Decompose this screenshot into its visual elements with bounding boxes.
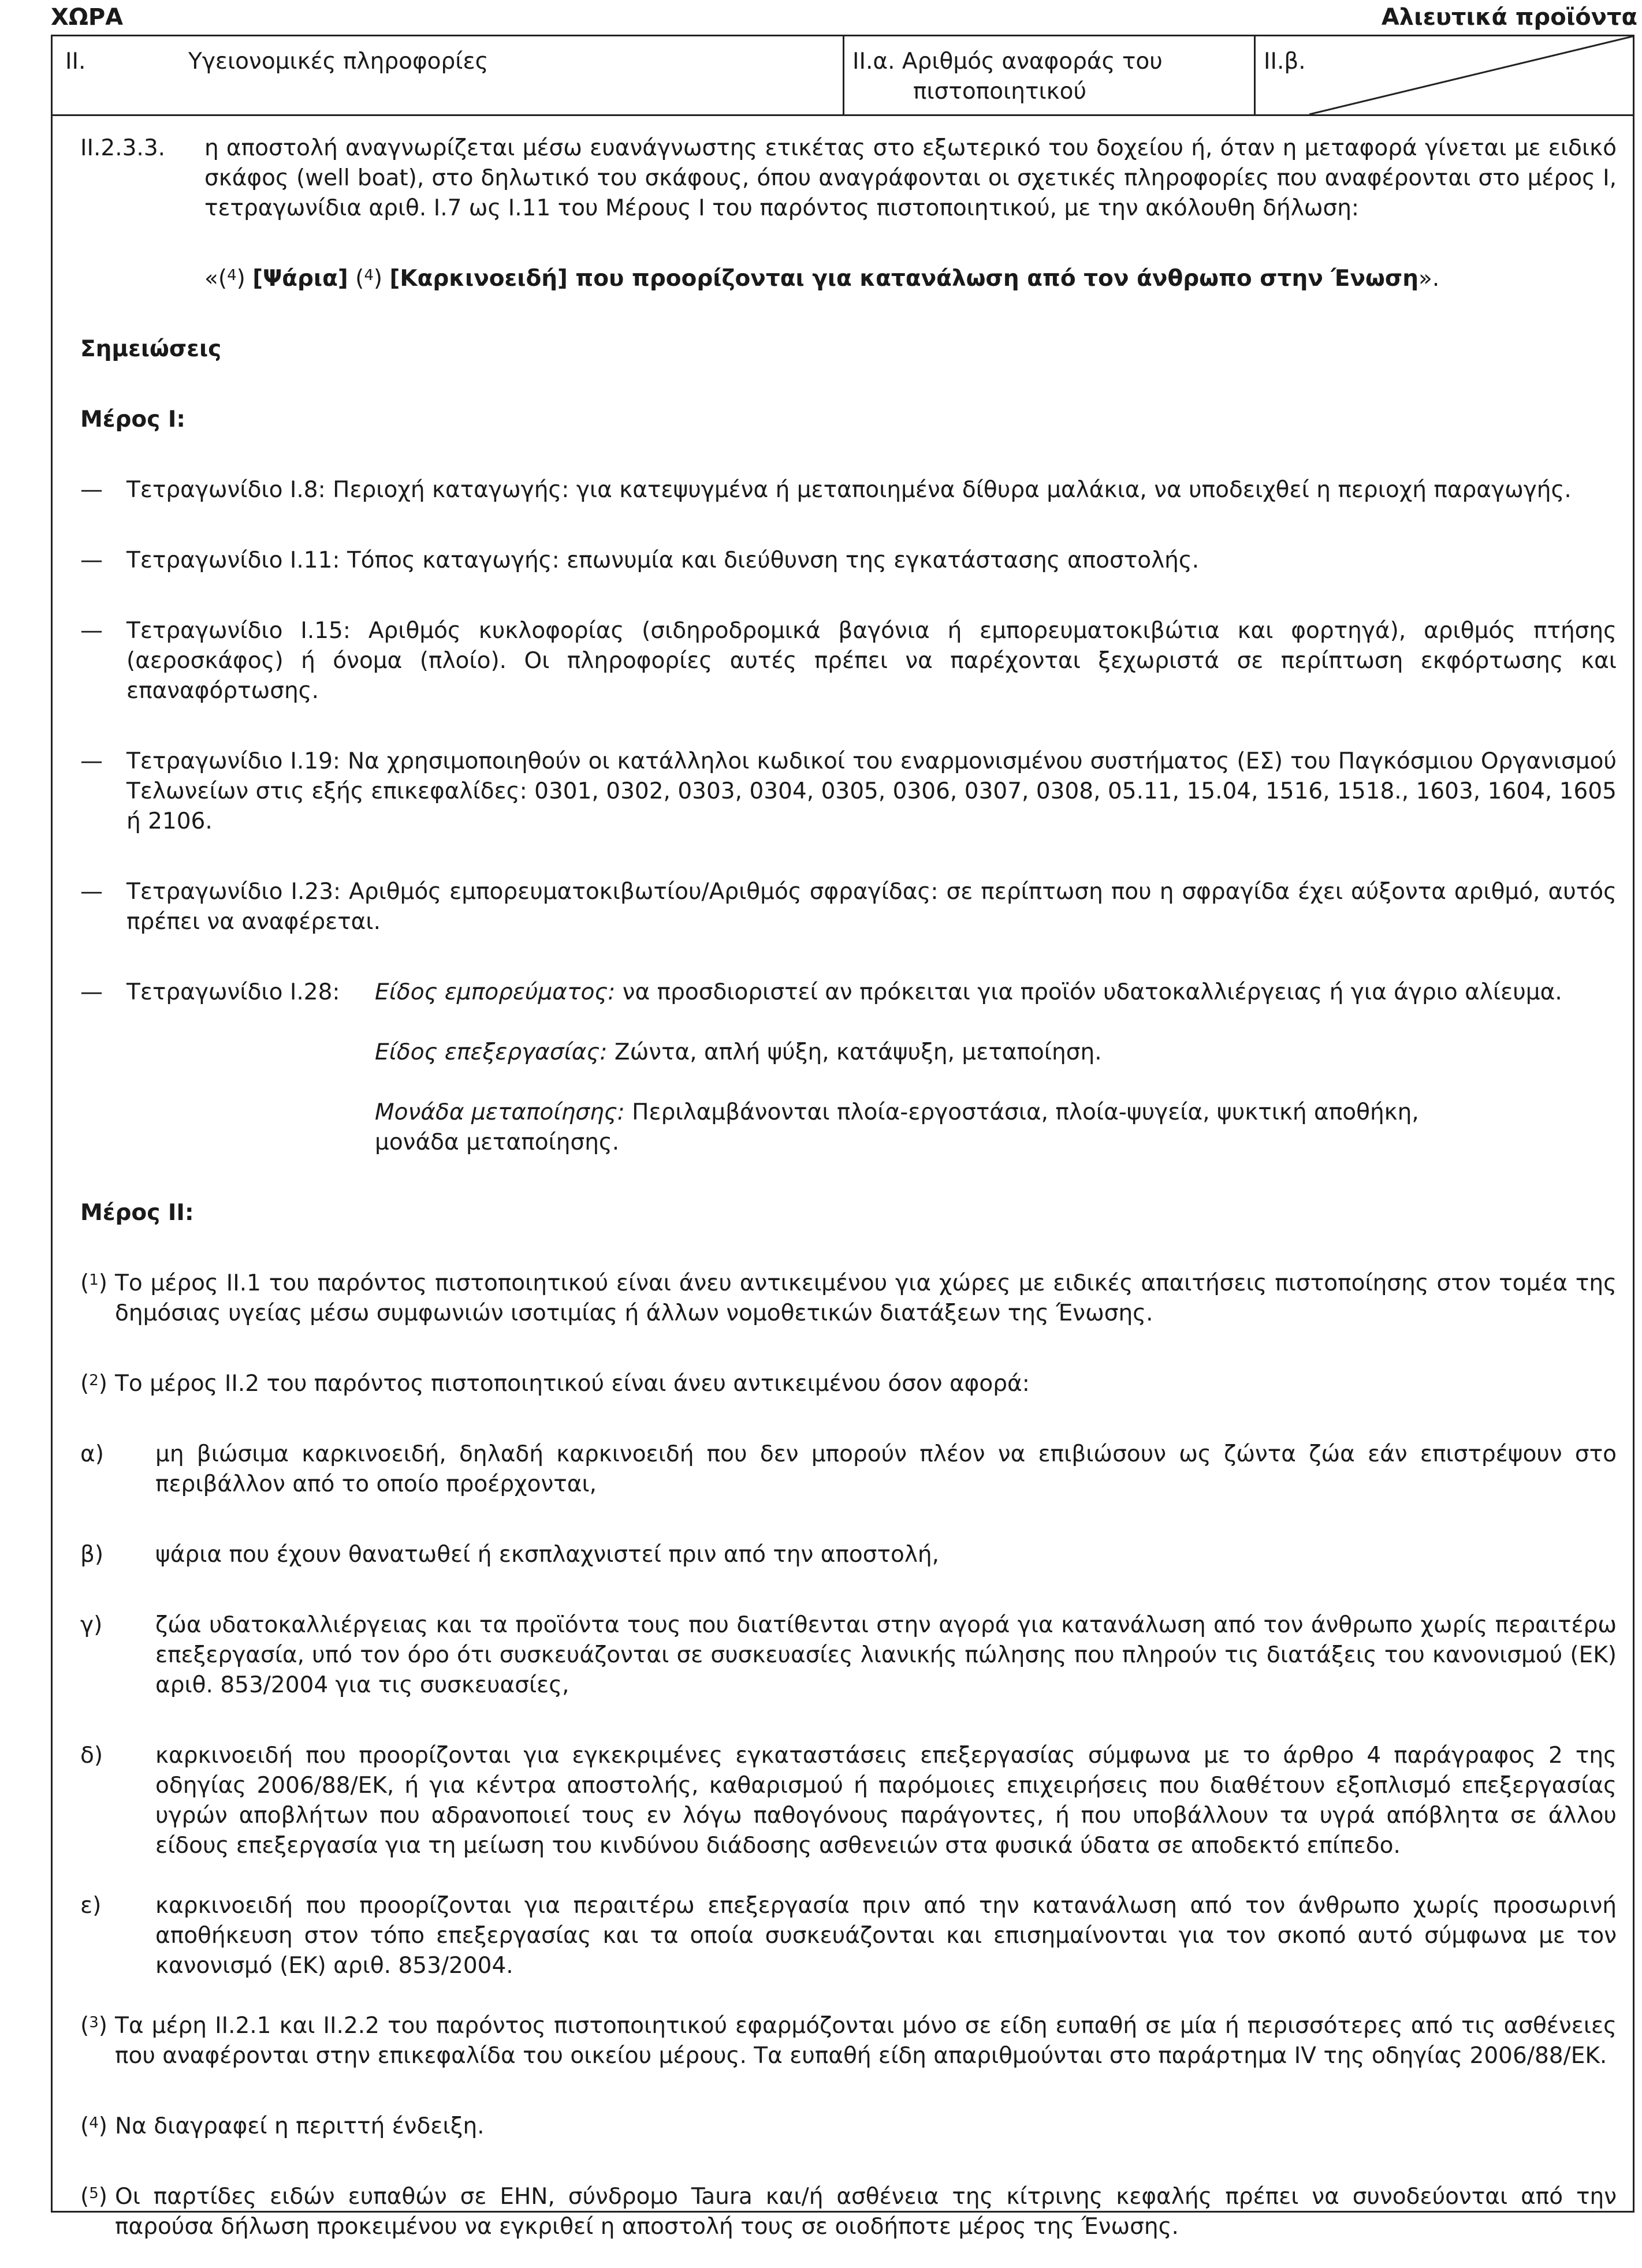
declaration-statement — [204, 264, 1617, 294]
decl-mid-1: ) — [236, 266, 253, 292]
note-item — [80, 475, 1617, 505]
dash-bullet: — — [80, 979, 103, 1005]
note-text: Τετραγωνίδιο I.23: Αριθμός εμπορευματοκιβωτίου/Αριθμός σφραγίδας: σε περίπτωση που η σφραγίδα έχει αύξοντα αριθμό, αυτός πρέπει να αναφέρεται. — [126, 879, 1617, 935]
item-text: καρκινοειδή που προορίζονται για περαιτέρω επεξεργασία πριν από την κατανάλωση από τον άνθρωπο χωρίς προσωρινή αποθήκευση στον τόπο επεξεργασίας και τα οποία συσκευάζονται και επισημαίνονται για τον σκοπό αυτό σύμφωνα με τον κανονισμό (ΕΚ) αριθ. 853/2004. — [155, 1893, 1617, 1979]
footnote-5 — [80, 2182, 1617, 2242]
table-header-row — [53, 36, 1633, 116]
header-iib-label: II.β. — [1264, 49, 1306, 74]
header-country: ΧΩΡΑ — [51, 4, 124, 31]
box28-label: Τετραγωνίδιο I.28: — [126, 979, 340, 1005]
footnote-marker: ($^4$) — [80, 2113, 107, 2139]
item-letter: β) — [80, 1542, 104, 1568]
note-item — [80, 616, 1617, 706]
item-letter: δ) — [80, 1743, 103, 1769]
dash-bullet: — — [80, 477, 103, 503]
item-text: ψάρια που έχουν θανατωθεί ή εκσπλαχνιστεί πριν από την αποστολή, — [155, 1542, 940, 1568]
footnote-marker: ($^2$) — [80, 1371, 107, 1397]
part2-title: Μέρος II: — [80, 1200, 194, 1226]
note-text: Τετραγωνίδιο I.19: Να χρησιμοποιηθούν οι κατάλληλοι κωδικοί του εναρμονισμένου συστήματος (ΕΣ) του Παγκόσμιου Οργανισμού Τελωνείων στις εξής επικεφαλίδες: 0301, 0302, 0303, 0304, 0305, 0306, 0307, 0308, 05.11, 15.04, 1516, 1518., 1603, 1604, 1605 ή 2106. — [126, 748, 1617, 834]
box28-line1 — [375, 978, 1617, 1008]
footnote-text: Οι παρτίδες ειδών ευπαθών σε ΕΗΝ, σύνδρομο Taura και/ή ασθένεια της κίτρινης κεφαλής πρέπει να συνοδεύονται από την παρούσα δήλωση προκειμένου να εγκριθεί η αποστολή τους σε οιοδήποτε μέρος της Ένωσης. — [115, 2184, 1617, 2240]
header-product: Αλιευτικά προϊόντα — [1381, 4, 1637, 31]
header-section-label: Υγειονομικές πληροφορίες — [188, 49, 489, 74]
item-letter: γ) — [80, 1612, 103, 1638]
footnote-marker: ($^1$) — [80, 1270, 107, 1296]
footnote-3 — [80, 2011, 1617, 2071]
decl-mid-3: ) — [373, 266, 390, 292]
certificate-body — [53, 133, 1633, 2242]
footnote-2 — [80, 1369, 1617, 1399]
header-certificate-ref-label — [852, 47, 1163, 107]
footnote-marker: ($^5$) — [80, 2184, 107, 2210]
header-diagonal-line — [1309, 36, 1633, 116]
footnote-2-item — [80, 1540, 1617, 1570]
decl-mid-2: ( — [348, 266, 364, 292]
footnote-2-item — [80, 1891, 1617, 1981]
note-text: Τετραγωνίδιο I.8: Περιοχή καταγωγής: για κατεψυγμένα ή μεταποιημένα δίθυρα μαλάκια, να υποδειχθεί η περιοχή παραγωγής. — [126, 477, 1572, 503]
dash-bullet: — — [80, 748, 103, 774]
item-text: καρκινοειδή που προορίζονται για εγκεκριμένες εγκαταστάσεις επεξεργασίας σύμφωνα με το άρθρο 4 παράγραφος 2 της οδηγίας 2006/88/ΕΚ, ή για κέντρα αποστολής, καθαρισμού ή παρόμοιες επιχειρήσεις που διαθέτουν εξοπλισμό επεξεργασίας υγρών αποβλήτων που αδρανοποιεί τους εν λόγω παθογόνους παράγοντες, ή που υποβάλλουν τα υγρά απόβλητα σε άλλου είδους επεξεργασία για τη μείωση του κινδύνου διάδοσης ασθενειών στα φυσικά ύδατα σε αποδεκτό επίπεδο. — [155, 1743, 1617, 1859]
header-divider-2 — [1254, 36, 1256, 114]
note-text: Τετραγωνίδιο I.15: Αριθμός κυκλοφορίας (σιδηροδρομικά βαγόνια ή εμπορευματοκιβώτια και φορτηγά), αριθμός πτήσης (αεροσκάφος) ή όνομα (πλοίο). Οι πληροφορίες αυτές πρέπει να παρέχονται ξεχωριστά σε περίπτωση εκφόρτωσης και επαναφόρτωσης. — [126, 618, 1617, 704]
box28-line2 — [80, 1038, 1617, 1068]
box28-l3-term: Μονάδα μεταποίησης: — [375, 1099, 625, 1125]
box28-l3-text-cont: μονάδα μεταποίησης. — [375, 1129, 620, 1155]
dash-bullet: — — [80, 547, 103, 573]
footnote-marker: ($^3$) — [80, 2013, 107, 2039]
decl-close: ». — [1418, 266, 1440, 292]
item-letter: ε) — [80, 1893, 102, 1919]
footnote-text: Να διαγραφεί η περιττή ένδειξη. — [115, 2113, 485, 2139]
notes-title: Σημειώσεις — [80, 336, 222, 362]
footnote-2-item — [80, 1741, 1617, 1861]
decl-crustaceans: [Καρκινοειδή] που προορίζονται για κατανάλωση από τον άνθρωπο στην Ένωση — [389, 266, 1419, 292]
footnote-text: Τα μέρη II.2.1 και II.2.2 του παρόντος πιστοποιητικού εφαρμόζονται μόνο σε είδη ευπαθή σε μία ή περισσότερες από τις ασθένειες που αναφέρονται στην επικεφαλίδα του οικείου μέρους. Τα ευπαθή είδη απαριθμούνται στο παράρτημα IV της οδηγίας 2006/88/ΕΚ. — [115, 2013, 1617, 2069]
header-section-number: II. — [65, 49, 86, 74]
decl-fish: [Ψάρια] — [252, 266, 348, 292]
decl-sup-1: 4 — [227, 267, 237, 284]
section-ii-2-3-3 — [80, 133, 1617, 294]
footnote-2-item — [80, 1439, 1617, 1499]
item-text: μη βιώσιμα καρκινοειδή, δηλαδή καρκινοειδή που δεν μπορούν πλέον να επιβιώσουν ως ζώντα ζώα εάν επιστρέψουν στο περιβάλλον από το οποίο προέρχονται, — [155, 1441, 1617, 1497]
footnote-text: Το μέρος II.1 του παρόντος πιστοποιητικού είναι άνευ αντικειμένου για χώρες με ειδικές απαιτήσεις πιστοποίησης στον τομέα της δημόσιας υγείας μέσω συμφωνιών ισοτιμίας ή άλλων νομοθετικών διατάξεων της Ένωσης. — [115, 1270, 1617, 1326]
section-text — [204, 133, 1617, 294]
header-ref-line1: II.α. Αριθμός αναφοράς του — [852, 49, 1163, 74]
footnote-text: Το μέρος II.2 του παρόντος πιστοποιητικού είναι άνευ αντικειμένου όσον αφορά: — [115, 1371, 1030, 1397]
item-letter: α) — [80, 1441, 104, 1467]
decl-open: «( — [204, 266, 228, 292]
section-paragraph: η αποστολή αναγνωρίζεται μέσω ευανάγνωστης ετικέτας στο εξωτερικό του δοχείου ή, όταν η μεταφορά γίνεται με ειδικό σκάφος (well boat), στο δηλωτικό του σκάφους, όπου αναγράφονται οι σχετικές πληροφορίες που αναφέρονται στο μέρος I, τετραγωνίδια αριθ. I.7 ως I.11 του Μέρους I του παρόντος πιστοποιητικού, με την ακόλουθη δήλωση: — [204, 135, 1617, 221]
certificate-frame — [51, 35, 1634, 2240]
header-ref-line2: πιστοποιητικού — [913, 79, 1087, 105]
footnote-1 — [80, 1269, 1617, 1329]
part1-title: Μέρος I: — [80, 406, 186, 432]
decl-sup-2: 4 — [364, 267, 374, 284]
box28-l1-term: Είδος εμπορεύματος: — [375, 979, 616, 1005]
note-item — [80, 877, 1617, 937]
box28-l3-text: Περιλαμβάνονται πλοία-εργοστάσια, πλοία-ψυγεία, ψυκτική αποθήκη, — [624, 1099, 1419, 1125]
item-text: ζώα υδατοκαλλιέργειας και τα προϊόντα τους που διατίθενται στην αγορά για κατανάλωση από τον άνθρωπο χωρίς περαιτέρω επεξεργασία, υπό τον όρο ότι συσκευάζονται σε συσκευασίες λιανικής πώλησης που πληρούν τις διατάξεις του κανονισμού (ΕΚ) αριθ. 853/2004 για τις συσκευασίες, — [155, 1612, 1617, 1698]
note-text: Τετραγωνίδιο I.11: Τόπος καταγωγής: επωνυμία και διεύθυνση της εγκατάστασης αποστολής. — [126, 547, 1200, 573]
footnote-2-item — [80, 1610, 1617, 1700]
box28-l1-text: να προσδιοριστεί αν πρόκειται για προϊόν υδατοκαλλιέργειας ή για άγριο αλίευμα. — [615, 979, 1562, 1005]
note-item — [80, 747, 1617, 837]
footnote-4 — [80, 2112, 1617, 2142]
header-divider-1 — [843, 36, 844, 114]
dash-bullet: — — [80, 618, 103, 644]
box28-l2-text: Ζώντα, απλή ψύξη, κατάψυξη, μεταποίηση. — [607, 1039, 1102, 1065]
note-item — [80, 546, 1617, 576]
box28-l2-term: Είδος επεξεργασίας: — [375, 1039, 608, 1065]
box28-line3 — [80, 1098, 1617, 1158]
dash-bullet: — — [80, 879, 103, 905]
note-item-box28 — [80, 978, 1617, 1008]
section-number: II.2.3.3. — [80, 135, 166, 161]
